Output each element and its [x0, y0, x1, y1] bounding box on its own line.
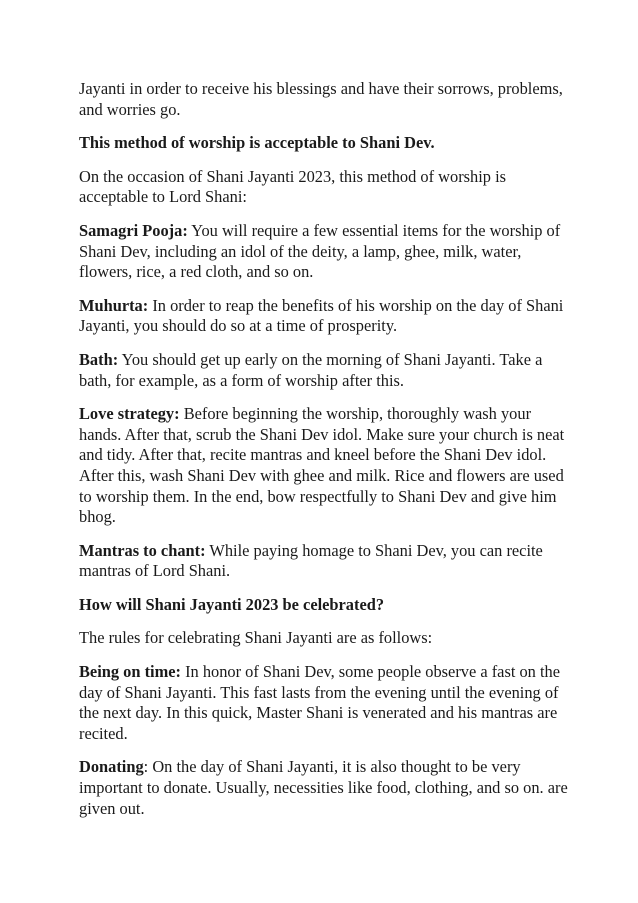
document-page [79, 79, 569, 832]
paragraph-lead: Donating [79, 757, 144, 777]
love-strategy-paragraph [79, 404, 569, 528]
paragraph-lead: How will Shani Jayanti 2023 be celebrated? [79, 594, 385, 614]
celebration-heading [79, 595, 569, 616]
samagri-paragraph [79, 221, 569, 283]
paragraph-lead: Bath: [79, 349, 119, 369]
paragraph-text: The rules for celebrating Shani Jayanti are as follows: [79, 628, 433, 648]
paragraph-lead: Samagri Pooja: [79, 220, 188, 240]
paragraph-lead: This method of worship is acceptable to Shani Dev. [79, 133, 435, 153]
paragraph-text: : On the day of Shani Jayanti, it is also thought to be very important to donate. Usually, necessities like food, clothing, and so on. are given out. [79, 757, 568, 818]
intro-paragraph [79, 79, 569, 120]
rules-paragraph [79, 628, 569, 649]
paragraph-text: In honor of Shani Dev, some people observe a fast on the day of Shani Jayanti. This fast lasts from the evening until the evening of the next day. In this quick, Master Shani is venerated and his mantras are recited. [79, 662, 560, 743]
paragraph-lead: Muhurta: [79, 295, 149, 315]
paragraph-text: Before beginning the worship, thoroughly wash your hands. After that, scrub the Shani Dev idol. Make sure your church is neat and tidy. After that, recite mantras and kneel before the Shani Dev idol. After this, wash Shani Dev with ghee and milk. Rice and flowers are used to worship them. In the end, bow respectfully to Shani Dev and give him bhog. [79, 404, 565, 527]
paragraph-lead: Mantras to chant: [79, 540, 206, 560]
paragraph-text: Jayanti in order to receive his blessings and have their sorrows, problems, and worries go. [79, 79, 563, 119]
being-on-time-paragraph [79, 662, 569, 744]
donating-paragraph [79, 757, 569, 819]
muhurta-paragraph [79, 296, 569, 337]
worship-method-heading [79, 133, 569, 154]
paragraph-text: You will require a few essential items for the worship of Shani Dev, including an idol of the deity, a lamp, ghee, milk, water, flowers, rice, a red cloth, and so on. [79, 220, 561, 282]
paragraph-lead: Being on time: [79, 662, 181, 682]
paragraph-text: While paying homage to Shani Dev, you can recite mantras of Lord Shani. [79, 540, 543, 581]
mantras-paragraph [79, 541, 569, 582]
paragraph-text: On the occasion of Shani Jayanti 2023, this method of worship is acceptable to Lord Shani: [79, 166, 507, 207]
paragraph-text: In order to reap the benefits of his worship on the day of Shani Jayanti, you should do so at a time of prosperity. [79, 295, 564, 336]
paragraph-text: You should get up early on the morning of Shani Jayanti. Take a bath, for example, as a form of worship after this. [79, 349, 543, 390]
bath-paragraph [79, 350, 569, 391]
occasion-paragraph [79, 167, 569, 208]
paragraph-lead: Love strategy: [79, 404, 180, 424]
